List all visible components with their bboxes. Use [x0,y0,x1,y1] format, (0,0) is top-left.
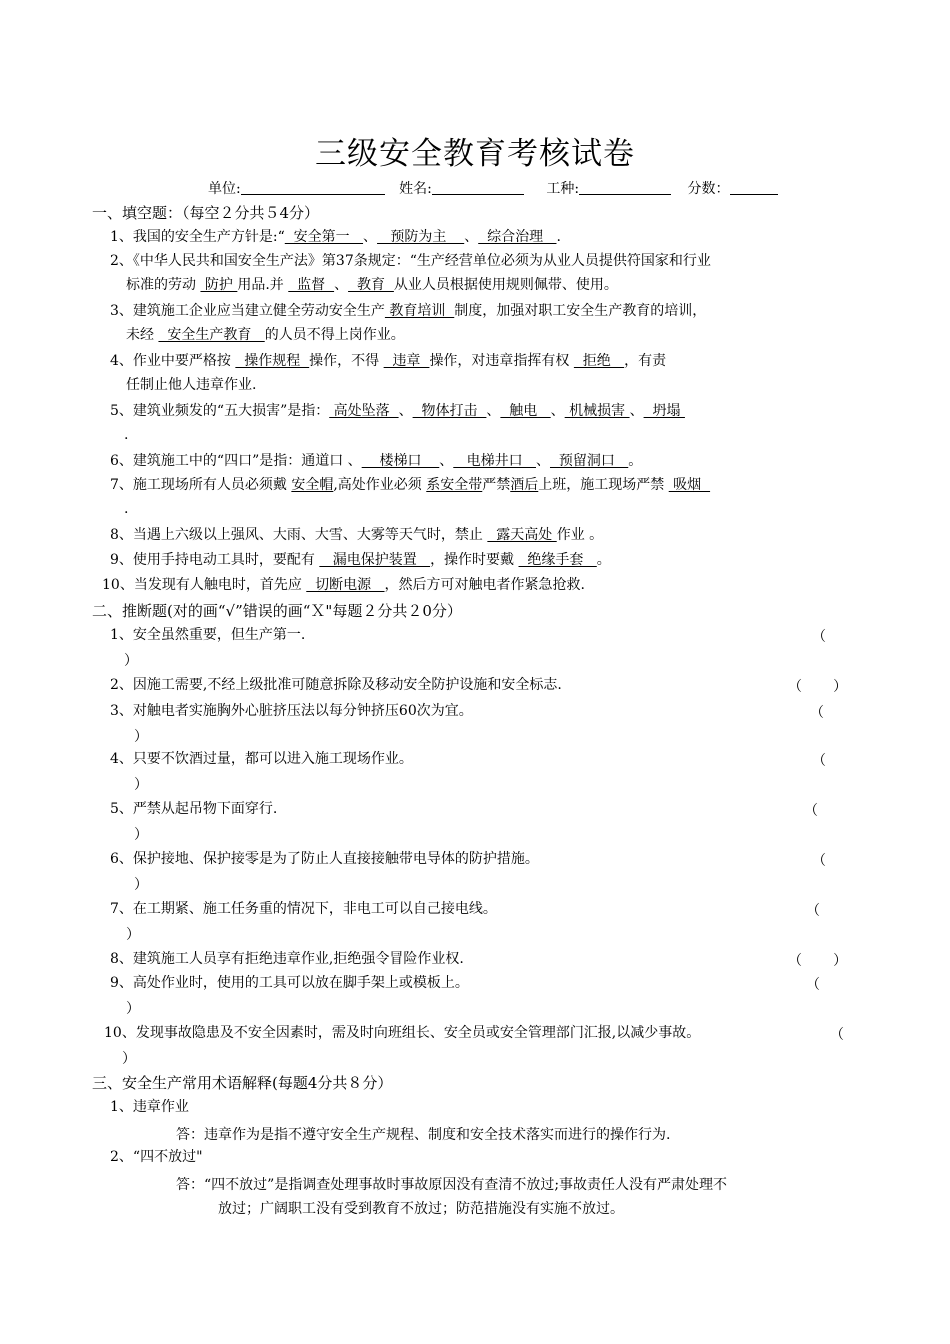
judge-answer-close[interactable]: ） [126,1001,140,1017]
judge-answer-close[interactable]: ） [134,777,148,793]
judge-question: 3、对触电者实施胸外心脏挤压法以每分钟挤压60次为宜。 [110,703,473,719]
judge-answer-open[interactable]: （ [812,853,826,869]
judge-question: 8、建筑施工人员享有拒绝违章作业,拒绝强令冒险作业权. [110,951,464,967]
judge-answer-open[interactable]: （ [812,629,826,645]
fill-q7: 7、施工现场所有人员必须戴 安全帽,高处作业必须 系安全带严禁酒后上班，施工现场严禁 吸烟 [110,477,711,493]
judge-answer-close[interactable]: ） [134,827,148,843]
unit-field[interactable] [241,180,385,195]
judge-answer-close[interactable]: ） [126,927,140,943]
judge-question: 10、发现事故隐患及不安全因素时，需及时向班组长、安全员或安全管理部门汇报,以减少事故。 [104,1025,701,1041]
fill-q7-line2: . [124,501,129,517]
name-field[interactable] [432,180,524,195]
job-label: 工种: [546,181,580,197]
judge-answer-open[interactable]: （ [804,803,818,819]
job-field[interactable] [579,180,671,195]
fill-q3-line1: 3、建筑施工企业应当建立健全劳动安全生产 教育培训 制度，加强对职工安全生产教育的培训， [110,303,707,319]
name-label: 姓名: [399,181,432,197]
section-fill-heading: 一、填空题：（每空２分共５4分） [92,204,320,222]
judge-answer-close[interactable]: ） [134,729,148,745]
fill-q4-line1: 4、作业中要严格按 操作规程 操作，不得 违章 操作，对违章指挥有权 拒绝 ，有责 [110,353,667,369]
term-2-answer-line1: 答：“四不放过”是指调查处理事故时事故原因没有查清不放过;事故责任人没有严肃处理不 [176,1177,728,1193]
term-1: 1、违章作业 [110,1099,189,1115]
judge-answer-close[interactable]: ） [134,877,148,893]
fill-q3-line2: 未经 安全生产教育 的人员不得上岗作业。 [126,327,405,343]
term-2: 2、“四不放过" [110,1149,203,1165]
judge-answer-open[interactable]: （ [810,705,824,721]
judge-question: 4、只要不饮酒过量，都可以进入施工现场作业。 [110,751,413,767]
judge-answer-open[interactable]: （ [830,1027,844,1043]
score-field[interactable] [730,180,778,195]
fill-q8: 8、当遇上六级以上强风、大雨、大雪、大雾等天气时，禁止 露天高处 作业 。 [110,527,604,543]
term-1-answer: 答：违章作为是指不遵守安全生产规程、制度和安全技术落实而进行的操作行为. [176,1127,671,1143]
judge-answer-open[interactable]: （ [806,977,820,993]
score-label: 分数： [687,181,730,197]
judge-question: 1、安全虽然重要，但生产第一. [110,627,306,643]
judge-answer-open[interactable]: （ [806,903,820,919]
judge-question: 5、严禁从起吊物下面穿行. [110,801,278,817]
fill-q2-line2: 标准的劳动 防护 用品.并 监督 、 教育 从业人员根据使用规则佩带、使用。 [126,277,618,293]
page-title: 三级安全教育考核试卷 [315,136,635,172]
section-judge-heading: 二、推断题(对的画“√”错误的画“Ｘ"每题２分共２0分） [92,602,462,620]
fill-q2-line1: 2、《中华人民共和国安全生产法》第37条规定：“生产经营单位必须为从业人员提供符国家和行业 [110,253,711,269]
judge-question: 6、保护接地、保护接零是为了防止人直接接触带电导体的防护措施。 [110,851,539,867]
section-terms-heading: 三、安全生产常用术语解释(每题4分共８分） [92,1074,393,1092]
judge-answer-box[interactable]: （ ） [788,679,848,695]
judge-answer-close[interactable]: ） [124,653,138,669]
judge-answer-box[interactable]: （ ） [788,953,848,969]
term-2-answer-line2: 放过；广阔职工没有受到教育不放过；防范措施没有实施不放过。 [218,1201,624,1217]
judge-question: 9、高处作业时，使用的工具可以放在脚手架上或模板上。 [110,975,469,991]
judge-answer-close[interactable]: ） [122,1051,136,1067]
fill-q10: 10、当发现有人触电时，首先应 切断电源 ，然后方可对触电者作紧急抢救. [102,577,585,593]
fill-q9: 9、使用手持电动工具时，要配有 漏电保护装置 ，操作时要戴 绝缘手套 。 [110,552,611,568]
unit-label: 单位: [208,181,241,197]
info-row [208,178,778,198]
fill-q1: 1、我国的安全生产方针是:“ 安全第一 、 预防为主 、 综合治理 . [110,229,561,245]
fill-q6: 6、建筑施工中的“四口”是指：通道口 、 楼梯口 、 电梯井口 、 预留洞口 。 [110,453,643,469]
judge-question: 7、在工期紧、施工任务重的情况下，非电工可以自己接电线。 [110,901,497,917]
fill-q5: 5、建筑业频发的“五大损害”是指： 高处坠落 、 物体打击 、 触电 、 机械损害 、 坍塌 [110,403,685,419]
fill-q5-line2: . [124,427,129,443]
judge-question: 2、因施工需要,不经上级批准可随意拆除及移动安全防护设施和安全标志. [110,677,562,693]
fill-q4-line2: 任制止他人违章作业. [126,377,257,393]
judge-answer-open[interactable]: （ [812,753,826,769]
